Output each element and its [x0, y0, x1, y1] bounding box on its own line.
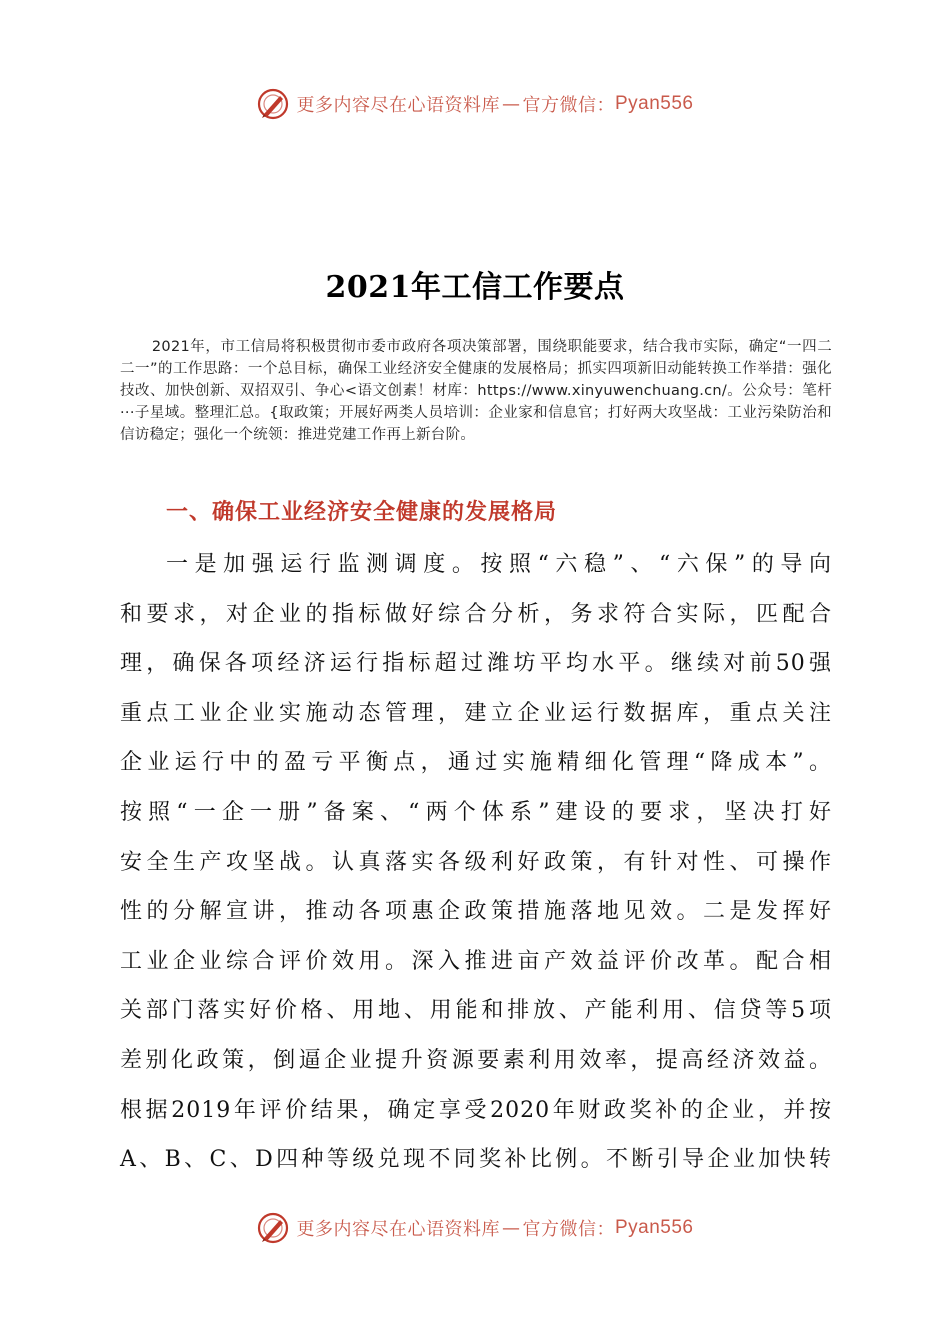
body-line: 和要求，对企业的指标做好综合分析，务求符合实际，匹配合 [120, 601, 832, 627]
body-line: 理，确保各项经济运行指标超过潍坊平均水平。继续对前50强 [120, 651, 832, 677]
body-line: 企业运行中的盈亏平衡点，通过实施精细化管理“降成本”。 [120, 750, 832, 776]
intro-paragraph: 2021年，市工信局将积极贯彻市委市政府各项决策部署，围绕职能要求，结合我市实际，确定“一四二二一”的工作思路：一个总目标，确保工业经济安全健康的发展格局；抓实四项新旧动能转换工作举措：强化技改、加快创新、双招双引、争心<语文创素！材库：https://www.xinyuwenchuang.cn/。公众号：笔杆···子星域。整理汇总。{取政策；开展好两类人员培训：企业家和信息官；打好两大攻坚战：工业污染防治和信访稳定；强化一个统领：推进党建工作再上新台阶。 [120, 339, 832, 443]
body-line: 根据2019年评价结果，确定享受2020年财政奖补的企业，并按 [120, 1097, 832, 1123]
header-watermark [0, 84, 950, 124]
body-line: 关部门落实好价格、用地、用能和排放、产能利用、信贷等5项 [120, 998, 832, 1024]
pen-logo-icon [256, 87, 290, 121]
watermark-wechat-label: 官方微信： [522, 1219, 615, 1240]
watermark-text: 更多内容尽在心语资料库 [296, 95, 500, 116]
body-line: 安全生产攻坚战。认真落实各级利好政策，有针对性、可操作 [120, 849, 832, 875]
body-line: 重点工业企业实施动态管理，建立企业运行数据库，重点关注 [120, 700, 832, 726]
watermark-text: 更多内容尽在心语资料库 [296, 1219, 500, 1240]
body-line: 差别化政策，倒逼企业提升资源要素利用效率，提高经济效益。 [120, 1047, 832, 1073]
body-line: 一是加强运行监测调度。按照“六稳”、“六保”的导向 [166, 552, 832, 577]
body-line: 工业企业综合评价效用。深入推进亩产效益评价改革。配合相 [120, 948, 832, 974]
watermark-separator: — [501, 93, 521, 115]
body-line: A、B、C、D四种等级兑现不同奖补比例。不断引导企业加快转 [120, 1147, 832, 1173]
watermark-wechat-id: Pyan556 [614, 93, 694, 114]
watermark-wechat-id: Pyan556 [614, 1217, 694, 1238]
section-heading: 一、确保工业经济安全健康的发展格局 [166, 500, 558, 525]
body-line: 性的分解宣讲，推动各项惠企政策措施落地见效。二是发挥好 [120, 899, 832, 925]
section-body [120, 540, 832, 1185]
watermark-wechat-label: 官方微信： [522, 95, 615, 116]
watermark-separator: — [501, 1217, 521, 1239]
page-title: 2021年工信工作要点 [325, 270, 625, 305]
body-line: 按照“一企一册”备案、“两个体系”建设的要求，坚决打好 [120, 799, 832, 825]
footer-watermark [0, 1208, 950, 1248]
pen-logo-icon [256, 1211, 290, 1245]
